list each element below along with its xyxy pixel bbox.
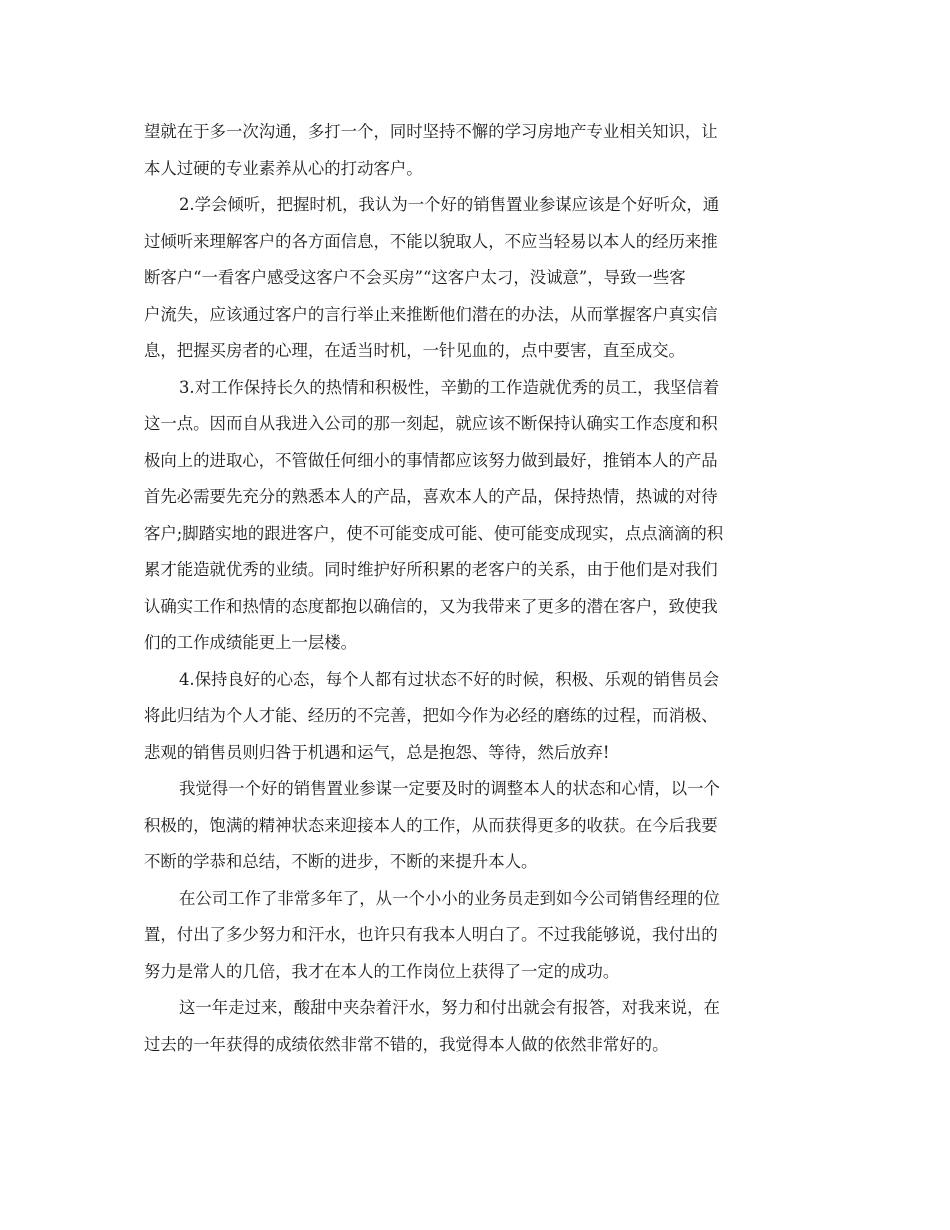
text-line: 累才能造就优秀的业绩。同时维护好所积累的老客户的关系，由于他们是对我们 — [144, 560, 718, 579]
text-line: 积极的，饱满的精神状态来迎接本人的工作，从而获得更多的收获。在今后我要 — [144, 815, 718, 835]
text-line: 本人过硬的专业素养从心的打动客户。 — [144, 158, 423, 178]
text-line: 悲观的销售员则归咎于机遇和运气，总是抱怨、等待，然后放弃! — [144, 742, 610, 762]
paragraph-start-line: 在公司工作了非常多年了，从一个小小的业务员走到如今公司销售经理的位 — [179, 888, 720, 908]
text-line: 置，付出了多少努力和汗水，也许只有我本人明白了。不过我能够说，我付出的 — [144, 925, 718, 944]
paragraph-start-line: 我觉得一个好的销售置业参谋一定要及时的调整本人的状态和心情，以一个 — [179, 779, 720, 798]
paragraph-start-line: 4.保持良好的心态，每个人都有过状态不好的时候，积极、乐观的销售员会 — [179, 669, 720, 689]
text-line: 息，把握买房者的心理，在适当时机，一针见血的，点中要害，直至成交。 — [144, 341, 685, 360]
text-line: 这一点。因而自从我进入公司的那一刻起，就应该不断保持认确实工作态度和积 — [144, 414, 718, 433]
document-body — [144, 114, 809, 1063]
text-line: 过倾听来理解客户的各方面信息，不能以貌取人，不应当轻易以本人的经历来推 — [144, 231, 718, 251]
text-line: 认确实工作和热情的态度都抱以确信的，又为我带来了更多的潜在客户，致使我 — [144, 596, 718, 616]
text-line: 们的工作成绩能更上一层楼。 — [144, 633, 358, 652]
text-line: 户流失，应该通过客户的言行举止来推断他们潜在的办法，从而掌握客户真实信 — [144, 304, 718, 324]
paragraph-start-line: 2.学会倾听，把握时机，我认为一个好的销售置业参谋应该是个好听众，通 — [179, 195, 720, 214]
text-line: 客户;脚踏实地的跟进客户，使不可能变成可能、使可能变成现实，点点滴滴的积 — [144, 523, 724, 543]
text-line: 努力是常人的几倍，我才在本人的工作岗位上获得了一定的成功。 — [144, 961, 620, 981]
text-line: 过去的一年获得的成绩依然非常不错的，我觉得本人做的依然非常好的。 — [144, 1034, 669, 1054]
paragraph-start-line: 这一年走过来，酸甜中夹杂着汗水，努力和付出就会有报答，对我来说，在 — [179, 998, 720, 1017]
text-line: 不断的学恭和总结，不断的进步，不断的来提升本人。 — [144, 852, 538, 871]
text-line: 极向上的进取心，不管做任何细小的事情都应该努力做到最好，推销本人的产品 — [144, 450, 718, 470]
text-line: 望就在于多一次沟通，多打一个，同时坚持不懈的学习房地产专业相关知识，让 — [144, 122, 718, 141]
text-line: 首先必需要先充分的熟悉本人的产品，喜欢本人的产品，保持热情，热诚的对待 — [144, 487, 718, 506]
paragraph-start-line: 3.对工作保持长久的热情和积极性，辛勤的工作造就优秀的员工，我坚信着 — [179, 377, 720, 397]
text-line: 断客户“一看客户感受这客户不会买房”“这客户太刁，没诚意”，导致一些客 — [144, 268, 686, 287]
text-line: 将此归结为个人才能、经历的不完善，把如今作为必经的磨练的过程，而消极、 — [144, 706, 718, 725]
